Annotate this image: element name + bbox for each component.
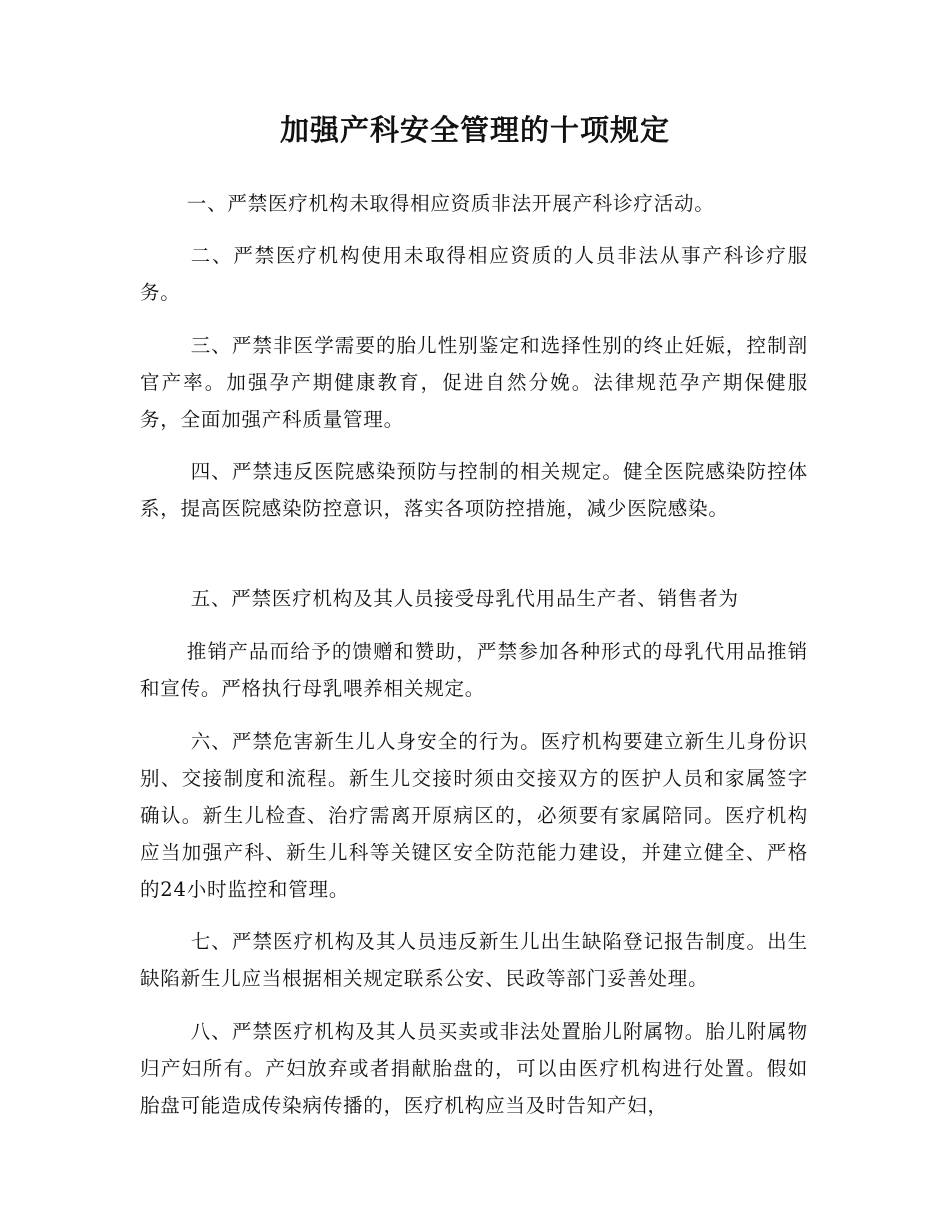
document-title: 加强产科安全管理的十项规定 bbox=[279, 113, 670, 147]
paragraph-7: 七、严禁医疗机构及其人员违反新生儿出生缺陷登记报告制度。出生缺陷新生儿应当根据相关规定联系公安、民政等部门妥善处理。 bbox=[140, 929, 808, 990]
paragraph-1: 一、严禁医疗机构未取得相应资质非法开展产科诊疗活动。 bbox=[186, 191, 715, 215]
paragraph-3: 三、严禁非医学需要的胎儿性别鉴定和选择性别的终止妊娠，控制剖官产率。加强孕产期健康教育，促进自然分娩。法律规范孕产期保健服务，全面加强产科质量管理。 bbox=[140, 333, 808, 431]
paragraph-8: 八、严禁医疗机构及其人员买卖或非法处置胎儿附属物。胎儿附属物归产妇所有。产妇放弃或者捐献胎盘的，可以由医疗机构进行处置。假如胎盘可能造成传染病传播的，医疗机构应当及时告知产妇， bbox=[140, 1019, 808, 1117]
paragraph-6: 六、严禁危害新生儿人身安全的行为。医疗机构要建立新生儿身份识别、交接制度和流程。新生儿交接时须由交接双方的医护人员和家属签字确认。新生儿检查、治疗需离开原病区的，必须要有家属陪同。医疗机构应当加强产科、新生儿科等关键区安全防范能力建设，并建立健全、严格的24小时监控和管理。 bbox=[140, 729, 808, 901]
paragraph-5-continued: 推销产品而给予的馈赠和赞助，严禁参加各种形式的母乳代用品推销和宣传。严格执行母乳喂养相关规定。 bbox=[140, 639, 808, 700]
paragraph-2: 二、严禁医疗机构使用未取得相应资质的人员非法从事产科诊疗服务。 bbox=[140, 243, 808, 304]
paragraph-5: 五、严禁医疗机构及其人员接受母乳代用品生产者、销售者为 bbox=[190, 586, 739, 610]
paragraph-4: 四、严禁违反医院感染预防与控制的相关规定。健全医院感染防控体系，提高医院感染防控意识，落实各项防控措施，减少医院感染。 bbox=[140, 459, 808, 520]
